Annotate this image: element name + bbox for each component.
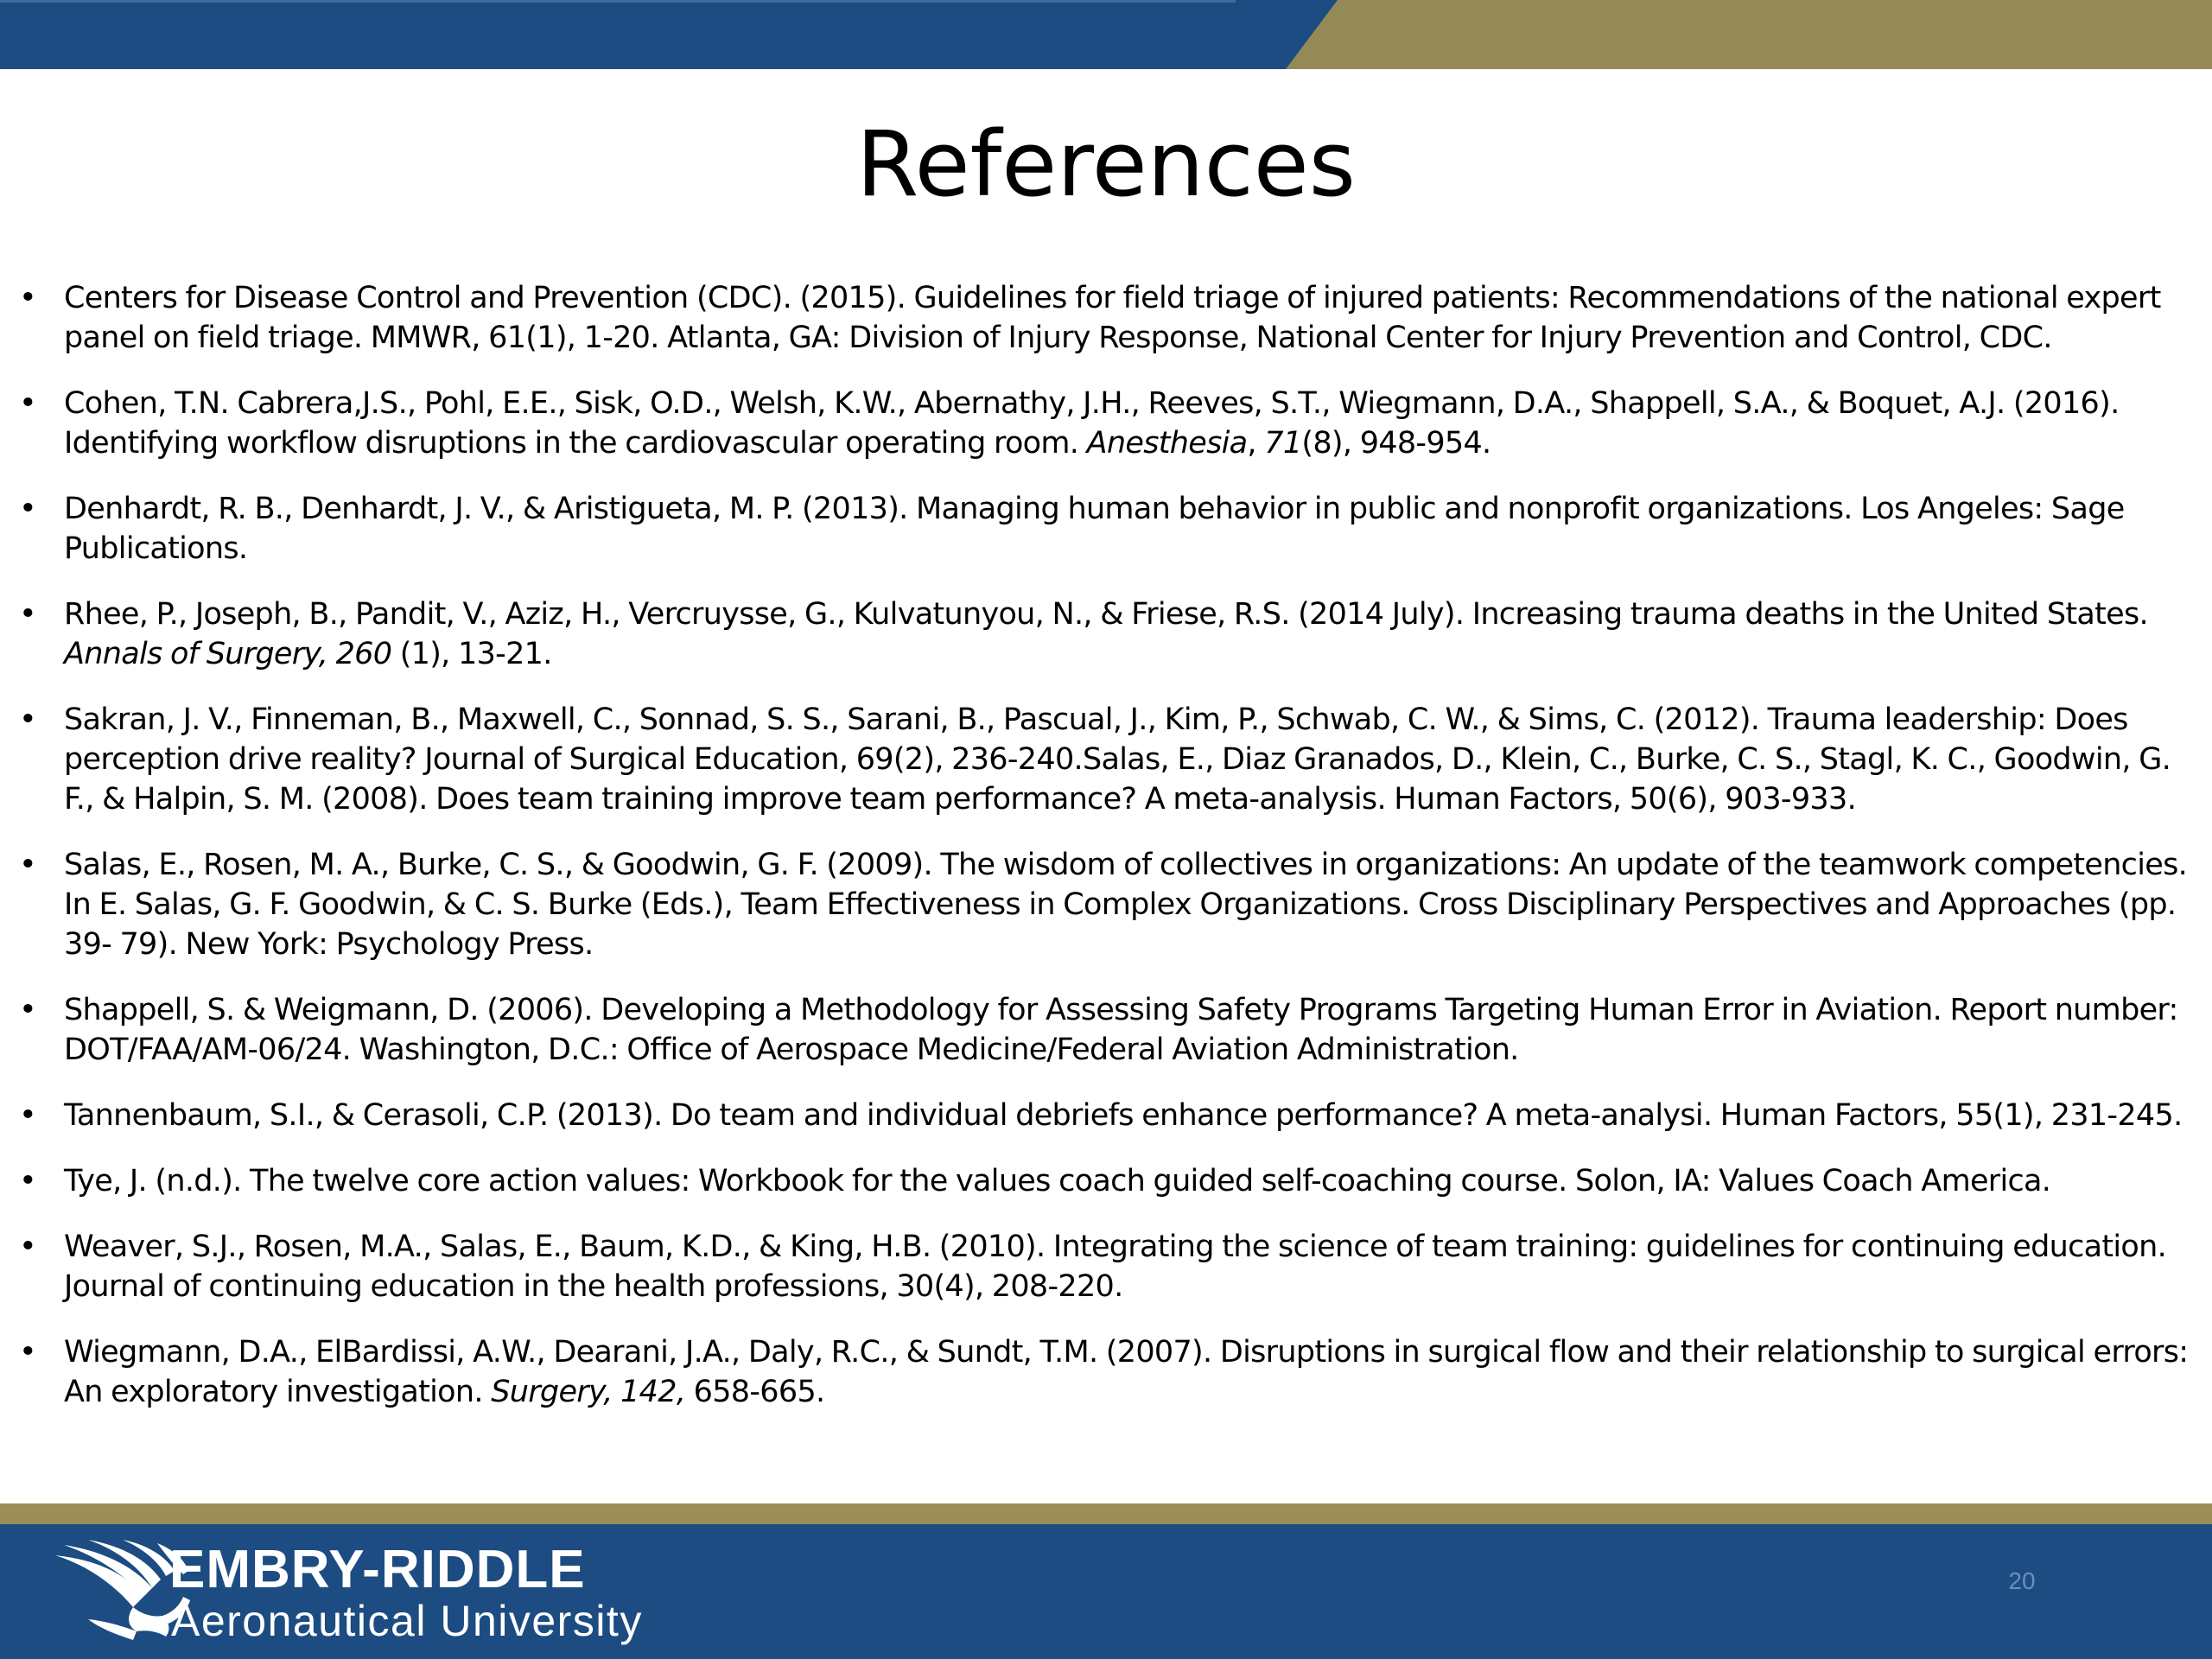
journal-title: Anesthesia xyxy=(1086,426,1248,461)
reference-text: Rhee, P., Joseph, B., Pandit, V., Aziz, H., Vercruysse, G., Kulvatunyou, N., & Friese, R.S. (2014 July). Increasing trauma deaths in the United States. xyxy=(64,597,2148,632)
reference-item-tannenbaum xyxy=(17,1096,2190,1135)
page-number: 20 xyxy=(2008,1567,2036,1594)
reference-text: , xyxy=(1247,426,1265,461)
bullet: • xyxy=(19,597,36,632)
reference-text: Wiegmann, D.A., ElBardissi, A.W., Dearani, J.A., Daly, R.C., & Sundt, T.M. (2007). Disruptions in surgical flow and their relationship to surgical errors: An exploratory investigation. xyxy=(64,1335,2189,1409)
reference-item-weaver xyxy=(17,1227,2190,1306)
reference-text: Shappell, S. & Weigmann, D. (2006). Developing a Methodology for Assessing Safety Programs Targeting Human Error in Aviation. Report number: DOT/FAA/AM-06/24. Washington, D.C.: Office of Aerospace Medicine/Federal Aviation Administration. xyxy=(64,993,2178,1067)
reference-item-denhardt xyxy=(17,489,2190,569)
bullet: • xyxy=(19,281,36,315)
bullet: • xyxy=(19,702,36,737)
reference-item-cohen xyxy=(17,384,2190,463)
header-bar xyxy=(0,0,2212,69)
bullet: • xyxy=(19,1335,36,1370)
reference-text: Tye, J. (n.d.). The twelve core action values: Workbook for the values coach guided self-coaching course. Solon, IA: Values Coach America. xyxy=(64,1164,2051,1198)
volume-number: 71 xyxy=(1264,426,1302,461)
bullet: • xyxy=(19,386,36,421)
bullet: • xyxy=(19,1098,36,1133)
footer-gold-band xyxy=(0,1503,2212,1524)
reference-item-tye xyxy=(17,1161,2190,1201)
reference-text: Weaver, S.J., Rosen, M.A., Salas, E., Baum, K.D., & King, H.B. (2010). Integrating the science of team training: guidelines for continuing education. Journal of continuing education in the health professions, 30(4), 208-220. xyxy=(64,1230,2167,1304)
reference-item-rhee xyxy=(17,594,2190,674)
reference-text: Sakran, J. V., Finneman, B., Maxwell, C., Sonnad, S. S., Sarani, B., Pascual, J., Kim, P., Schwab, C. W., & Sims, C. (2012). Trauma leadership: Does perception drive reality? Journal of Surgical Education, 69(2), 236-240.Salas, E., Diaz Granados, D., Klein, C., Burke, C. S., Stagl, K. C., Goodwin, G. F., & Halpin, S. M. (2008). Does team training improve team performance? A meta-analysis. Human Factors, 50(6), 903-933. xyxy=(64,702,2171,817)
journal-title: Annals of Surgery, 260 xyxy=(64,637,392,671)
reference-text: Cohen, T.N. Cabrera,J.S., Pohl, E.E., Sisk, O.D., Welsh, K.W., Abernathy, J.H., Reeves, S.T., Wiegmann, D.A., Shappell, S.A., & Boquet, A.J. (2016). Identifying workflow disruptions in the cardiovascular operating room. xyxy=(64,386,2120,461)
page-title: References xyxy=(856,111,1356,217)
reference-text: (1), 13-21. xyxy=(391,637,552,671)
reference-text: Centers for Disease Control and Prevention (CDC). (2015). Guidelines for field triage of injured patients: Recommendations of the national expert panel on field triage. MMWR, 61(1), 1-20. Atlanta, GA: Division of Injury Response, National Center for Injury Prevention and Control, CDC. xyxy=(64,281,2161,355)
journal-title: Surgery, 142, xyxy=(491,1375,686,1409)
reference-text: Tannenbaum, S.I., & Cerasoli, C.P. (2013). Do team and individual debriefs enhance performance? A meta-analysi. Human Factors, 55(1), 231-245. xyxy=(64,1098,2183,1133)
bullet: • xyxy=(19,1230,36,1264)
reference-item-shappell xyxy=(17,990,2190,1070)
bullet: • xyxy=(19,848,36,882)
reference-text: (8), 948-954. xyxy=(1301,426,1491,461)
logo-subtitle: Aeronautical University xyxy=(171,1597,643,1645)
bullet: • xyxy=(19,1164,36,1198)
logo-name: EMBRY-RIDDLE xyxy=(169,1540,586,1599)
reference-item-wiegmann xyxy=(17,1332,2190,1412)
header-navy-highlight xyxy=(0,0,1236,3)
reference-text: Salas, E., Rosen, M. A., Burke, C. S., & Goodwin, G. F. (2009). The wisdom of collectives in organizations: An update of the teamwork competencies. In E. Salas, G. F. Goodwin, & C. S. Burke (Eds.), Team Effectiveness in Complex Organizations. Cross Disciplinary Perspectives and Approaches (pp. 39- 79). New York: Psychology Press. xyxy=(64,848,2188,962)
bullet: • xyxy=(19,492,36,526)
reference-text: 658-665. xyxy=(685,1375,825,1409)
references-list xyxy=(17,278,2190,1438)
reference-item-cdc xyxy=(17,278,2190,358)
bullet: • xyxy=(19,993,36,1027)
reference-text: Denhardt, R. B., Denhardt, J. V., & Aristigueta, M. P. (2013). Managing human behavior in public and nonprofit organizations. Los Angeles: Sage Publications. xyxy=(64,492,2125,566)
reference-item-sakran xyxy=(17,700,2190,819)
header-gold-band xyxy=(1286,0,2212,69)
reference-item-salas xyxy=(17,845,2190,964)
